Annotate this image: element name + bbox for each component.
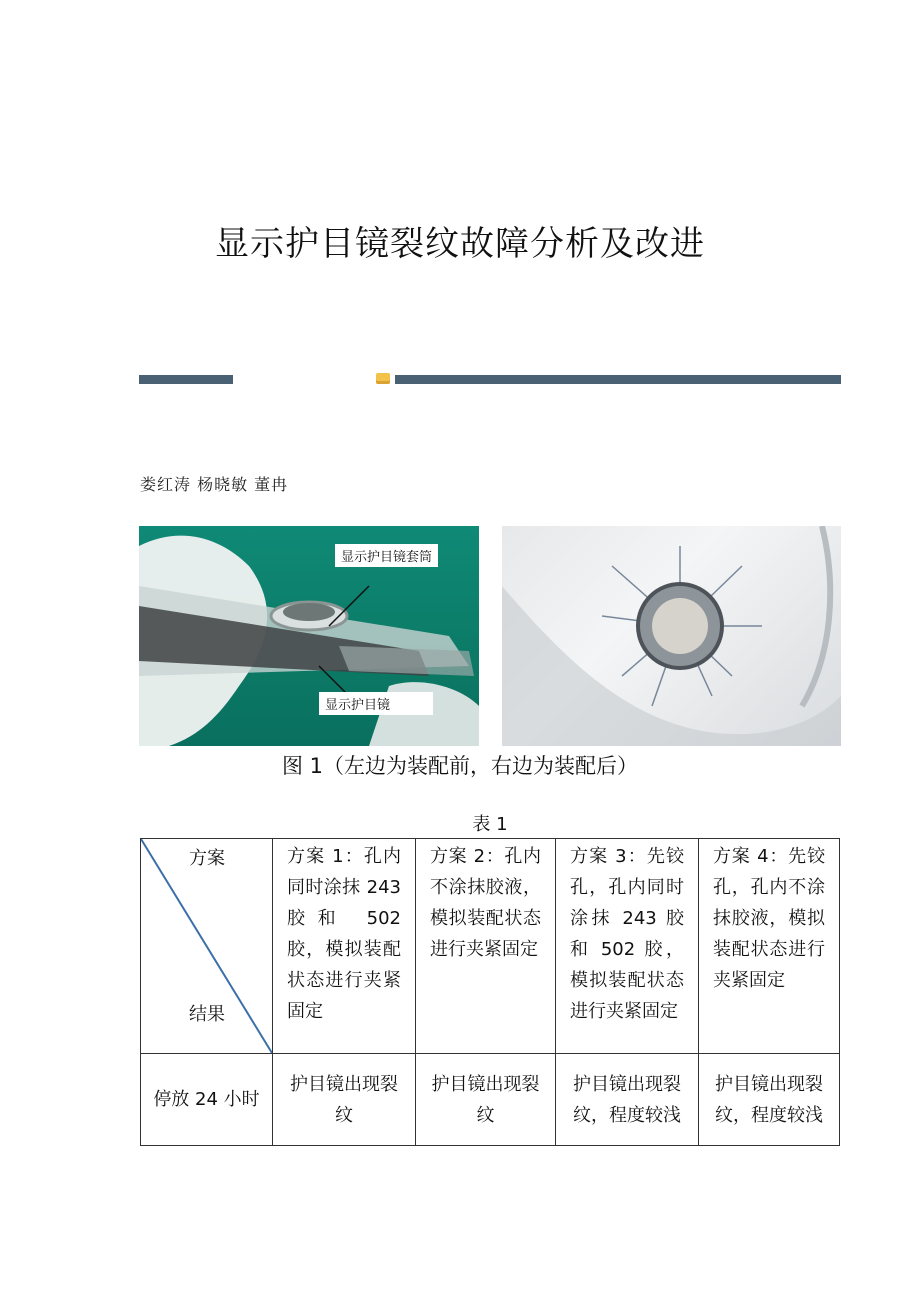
scheme-cell-2: 方案 2：孔内不涂抹胶液，模拟装配状态进行夹紧固定 [416, 839, 556, 1054]
corner-label-result: 结果 [189, 1004, 225, 1025]
result-cell-4: 护目镜出现裂纹，程度较浅 [699, 1054, 840, 1146]
divider-badge-icon [376, 373, 390, 384]
scheme-cell-1: 方案 1：孔内同时涂抹 243 胶和 502 胶，模拟装配状态进行夹紧固定 [273, 839, 416, 1054]
label-goggle: 显示护目镜 [319, 692, 433, 715]
row-label-24h: 停放 24 小时 [141, 1054, 273, 1146]
authors: 娄红涛 杨晓敏 董冉 [140, 475, 289, 494]
table-corner-cell [141, 839, 273, 1054]
scheme-cell-3: 方案 3：先铰孔，孔内同时涂抹 243 胶和 502 胶，模拟装配状态进行夹紧固定 [556, 839, 699, 1054]
scheme-cell-4: 方案 4：先铰孔，孔内不涂抹胶液，模拟装配状态进行夹紧固定 [699, 839, 840, 1054]
corner-label-scheme: 方案 [189, 848, 225, 869]
result-cell-1: 护目镜出现裂纹 [273, 1054, 416, 1146]
label-goggle-sleeve: 显示护目镜套筒 [335, 544, 438, 567]
result-cell-3: 护目镜出现裂纹，程度较浅 [556, 1054, 699, 1146]
table-caption: 表 1 [472, 814, 508, 835]
document-title: 显示护目镜裂纹故障分析及改进 [215, 224, 705, 264]
scheme-table [140, 838, 840, 1146]
photo-after-assembly [502, 526, 841, 746]
figure-caption: 图 1（左边为装配前，右边为装配后） [281, 754, 639, 778]
photo-before-assembly [139, 526, 479, 746]
title-divider [139, 375, 841, 384]
result-cell-2: 护目镜出现裂纹 [416, 1054, 556, 1146]
